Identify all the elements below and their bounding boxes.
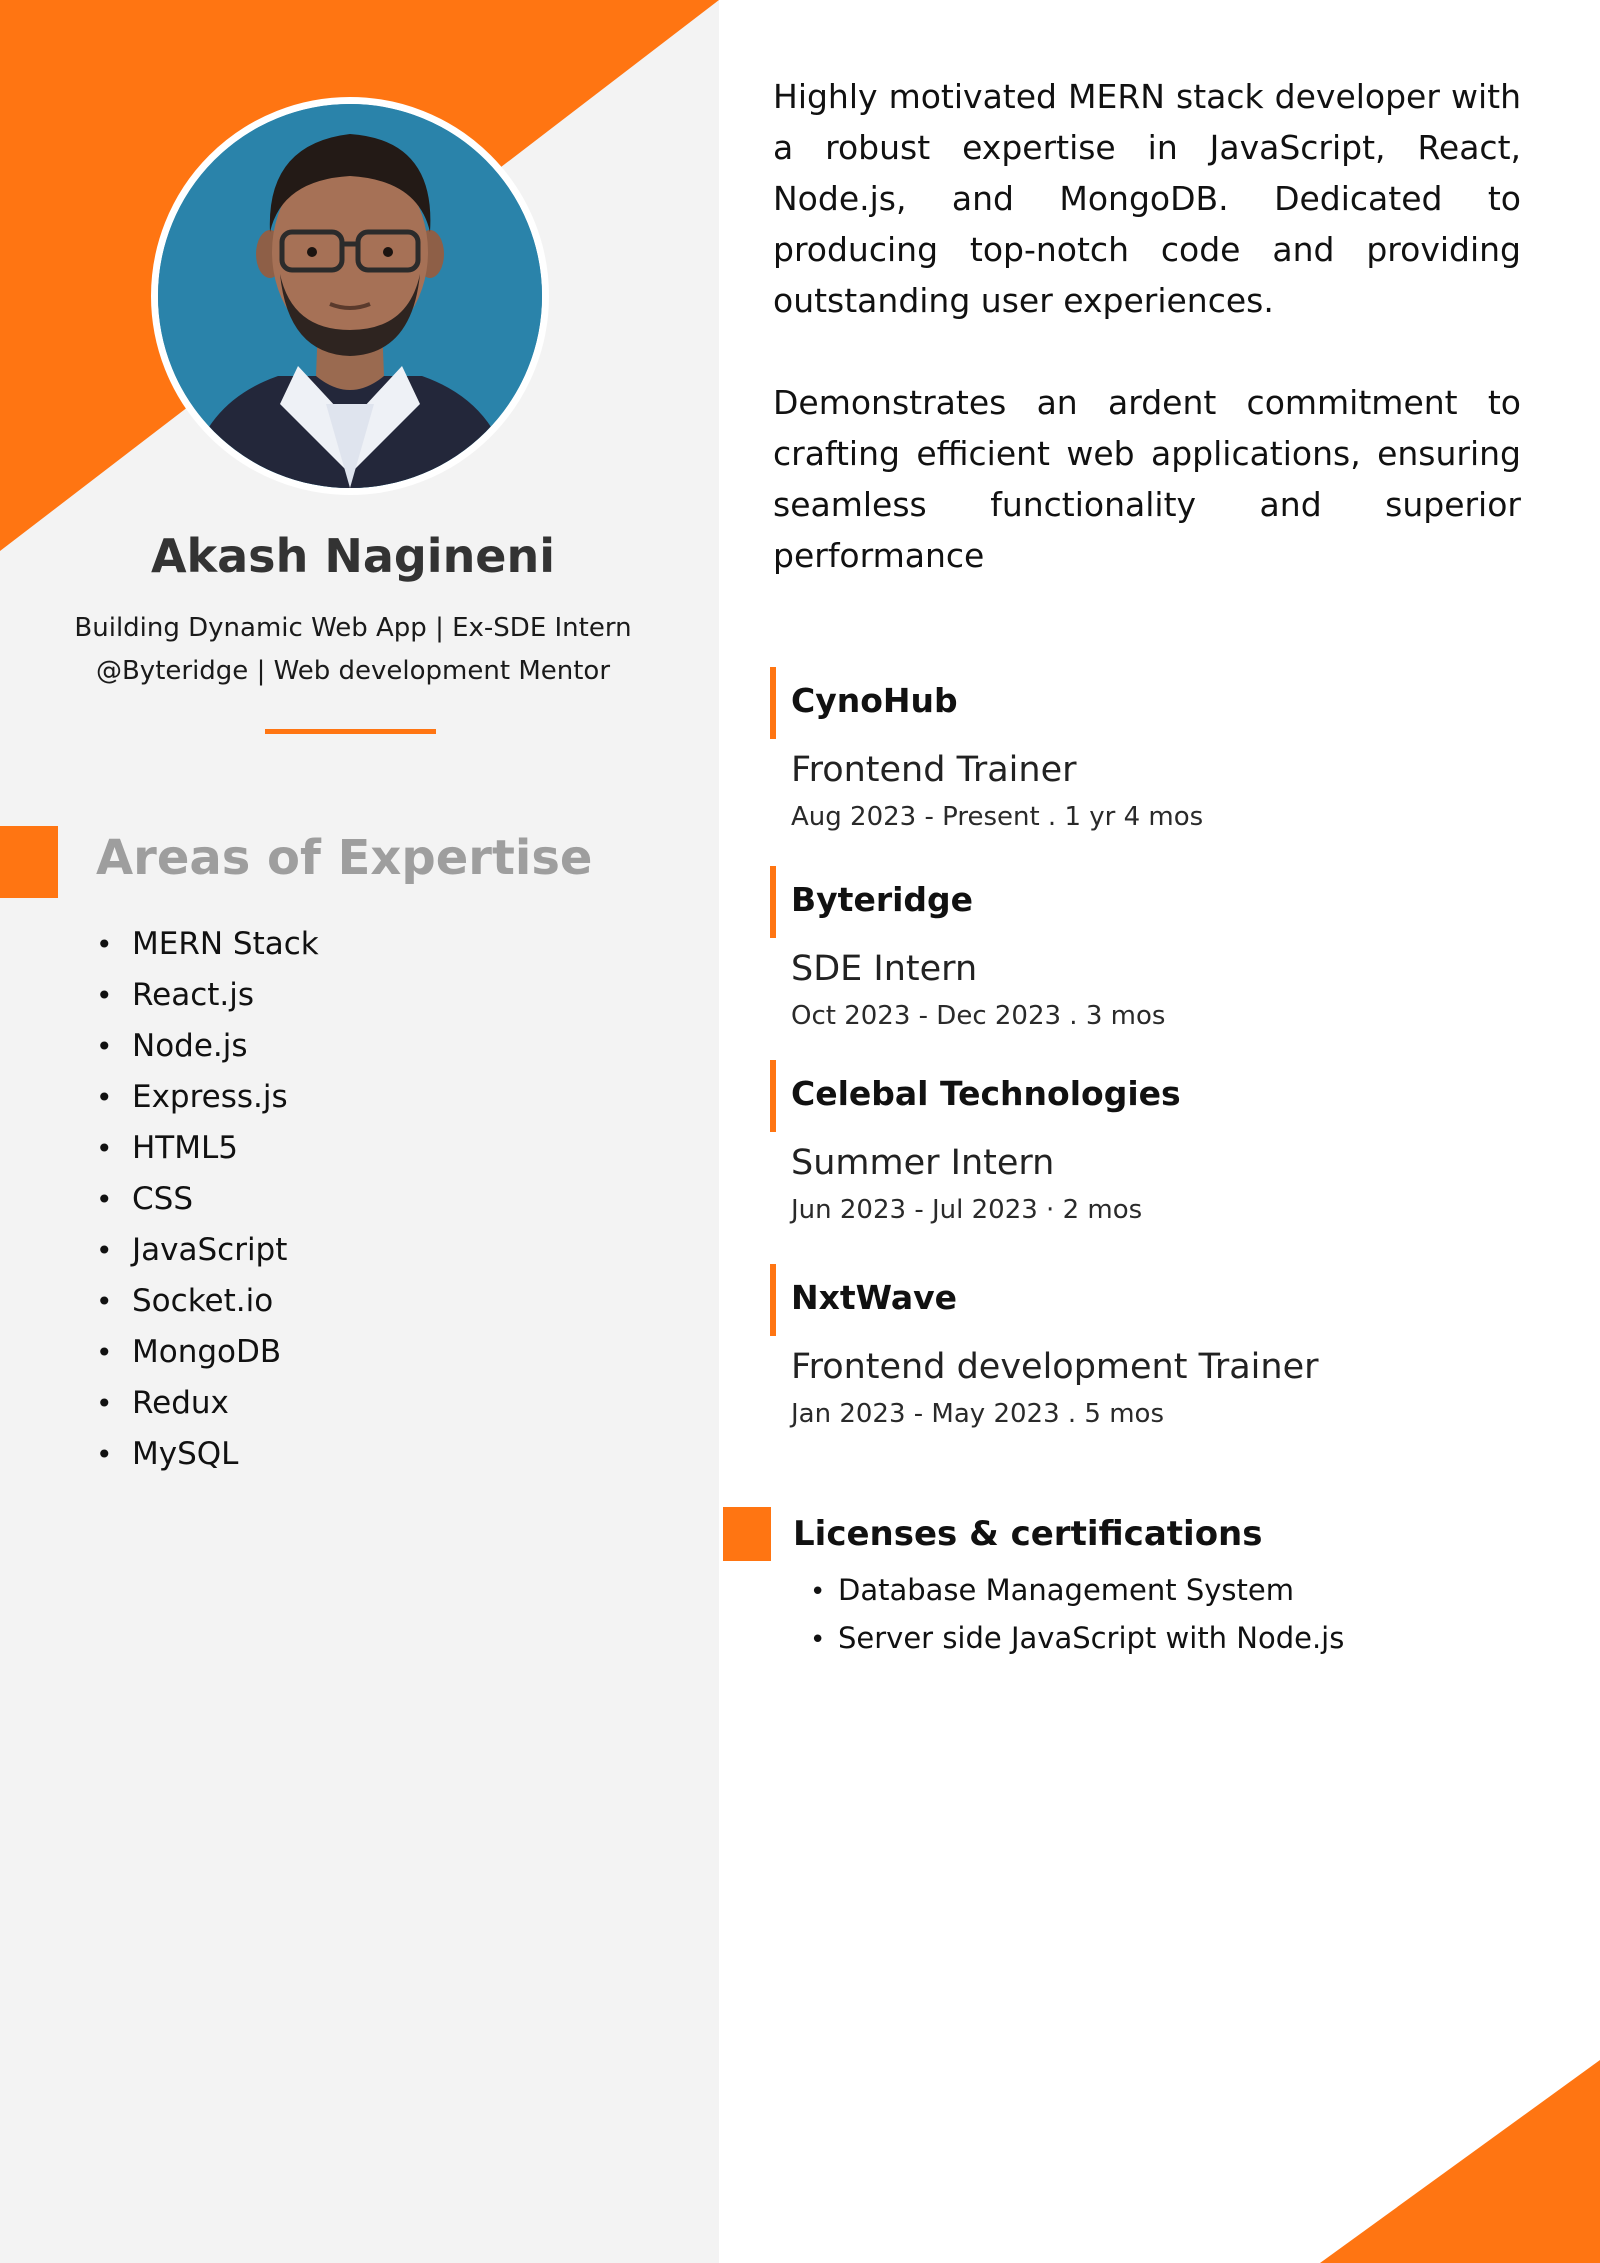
bullet-icon: • (96, 1081, 113, 1114)
list-item (96, 1327, 319, 1378)
job-period: Aug 2023 - Present . 1 yr 4 mos (791, 802, 1204, 832)
list-item (810, 1567, 1344, 1615)
expertise-section-marker (0, 826, 58, 898)
list-item (96, 970, 319, 1021)
list-item (96, 1123, 319, 1174)
skill-label: Node.js (132, 1028, 248, 1064)
headline-line-1: Building Dynamic Web App | Ex-SDE Intern (74, 613, 632, 643)
list-item (96, 1225, 319, 1276)
list-item (96, 919, 319, 970)
bullet-icon: • (96, 1387, 113, 1420)
expertise-heading: Areas of Expertise (96, 830, 593, 886)
skill-label: CSS (132, 1181, 194, 1217)
bullet-icon: • (96, 1438, 113, 1471)
company-name: CynoHub (791, 681, 958, 720)
bullet-icon: • (96, 928, 113, 961)
certifications-list (810, 1567, 1344, 1663)
job-title: SDE Intern (791, 949, 978, 989)
bullet-icon: • (96, 1336, 113, 1369)
headline (40, 607, 666, 693)
bullet-icon: • (96, 1183, 113, 1216)
list-item (96, 1072, 319, 1123)
job-period: Oct 2023 - Dec 2023 . 3 mos (791, 1001, 1166, 1031)
bullet-icon: • (96, 979, 113, 1012)
job-title: Frontend Trainer (791, 750, 1077, 790)
summary-paragraph: Demonstrates an ardent commitment to crafting efficient web applications, ensuring seamless functionality and superior performance (773, 383, 1521, 575)
bullet-icon: • (810, 1625, 826, 1655)
company-name: Celebal Technologies (791, 1074, 1181, 1113)
list-item (96, 1276, 319, 1327)
bullet-icon: • (96, 1030, 113, 1063)
profile-photo (151, 97, 549, 495)
bullet-icon: • (96, 1285, 113, 1318)
name-divider (265, 729, 436, 734)
bullet-icon: • (810, 1577, 826, 1607)
company-name: Byteridge (791, 880, 974, 919)
summary (773, 71, 1521, 581)
skill-label: Redux (132, 1385, 229, 1421)
bullet-icon: • (96, 1132, 113, 1165)
expertise-list (96, 919, 319, 1480)
list-item (96, 1174, 319, 1225)
skill-label: MySQL (132, 1436, 239, 1472)
skill-label: JavaScript (132, 1232, 288, 1268)
bullet-icon: • (96, 1234, 113, 1267)
experience-accent-bar (770, 1264, 776, 1336)
company-name: NxtWave (791, 1278, 958, 1317)
list-item (96, 1021, 319, 1072)
job-period: Jun 2023 - Jul 2023 · 2 mos (791, 1195, 1143, 1225)
skill-label: React.js (132, 977, 255, 1013)
job-title: Summer Intern (791, 1143, 1055, 1183)
person-name: Akash Nagineni (150, 529, 556, 583)
summary-paragraph: Highly motivated MERN stack developer with a robust expertise in JavaScript, React, Node.js, and MongoDB. Dedicated to producing top-notch code and providing outstanding user experiences. (773, 77, 1521, 320)
certifications-heading: Licenses & certifications (793, 1514, 1263, 1554)
skill-label: HTML5 (132, 1130, 238, 1166)
person-photo-icon (158, 104, 542, 488)
headline-line-2: @Byteridge | Web development Mentor (95, 656, 611, 686)
experience-accent-bar (770, 866, 776, 938)
list-item (96, 1378, 319, 1429)
list-item (810, 1615, 1344, 1663)
bottom-right-orange-triangle (1320, 2060, 1600, 2263)
certifications-section-marker (723, 1507, 771, 1561)
experience-accent-bar (770, 1060, 776, 1132)
job-title: Frontend development Trainer (791, 1347, 1319, 1387)
certification-label: Server side JavaScript with Node.js (838, 1621, 1345, 1655)
job-period: Jan 2023 - May 2023 . 5 mos (791, 1399, 1164, 1429)
skill-label: MERN Stack (132, 926, 319, 962)
skill-label: MongoDB (132, 1334, 282, 1370)
skill-label: Express.js (132, 1079, 288, 1115)
experience-accent-bar (770, 667, 776, 739)
certification-label: Database Management System (838, 1573, 1294, 1607)
list-item (96, 1429, 319, 1480)
skill-label: Socket.io (132, 1283, 274, 1319)
